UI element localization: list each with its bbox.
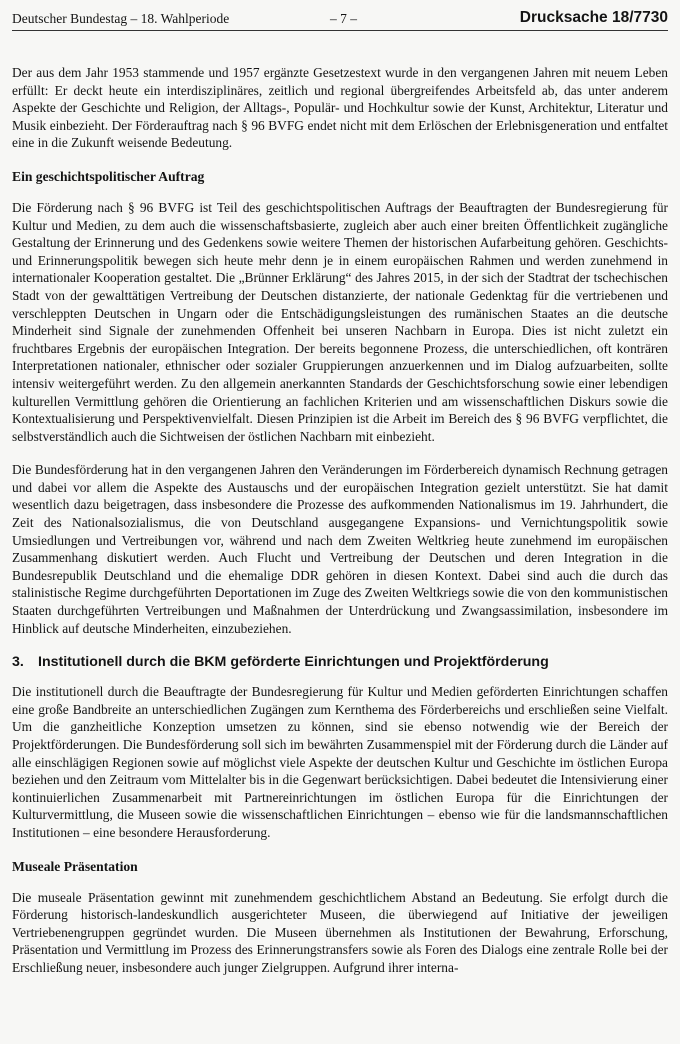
section-number: 3. <box>12 654 24 671</box>
section-3-heading <box>12 653 668 671</box>
section-title: Institutionell durch die BKM geförderte Einrichtungen und Projektförderung <box>38 654 549 671</box>
paragraph-intro: Der aus dem Jahr 1953 stammende und 1957 ergänzte Gesetzestext wurde in den vergangenen Jahren mit neuem Leben erfüllt: Er deckt heute ein interdisziplinäres, zeitlich und regional übergreifendes Arbeitsfeld ab, das unter anderem Aspekte der Geschichte und Religion, der Alltags-, Populär- und Hochkultur sowie der Kunst, Architektur, Literatur und Musik einbezieht. Der Förderauftrag nach § 96 BVFG endet nicht mit dem Erlöschen der Erlebnisgeneration und entfaltet eine in die Zukunft weisende Bedeutung. <box>12 65 668 151</box>
header-parliament: Deutscher Bundestag – 18. Wahlperiode <box>12 11 230 26</box>
paragraph-foerderung: Die Förderung nach § 96 BVFG ist Teil des geschichtspolitischen Auftrags der Beauftragten der Bundesregierung für Kultur und Medien, zu dem auch die wissenschaftsbasierte, zugleich aber auch einer breiten Öffentlichkeit zugängliche Gestaltung der Erinnerung und des Gedenkens sowie weitere Themen der historischen Aufarbeitung gehören. Geschichts- und Erinnerungspolitik bewegen sich heute mehr denn je in einem europäischen Rahmen und werden zunehmend in internationaler Kooperation gestaltet. Die „Brünner Erklärung“ des Jahres 2015, in der sich der Stadtrat der tschechischen Stadt von der gewalttätigen Vertreibung der Deutschen distanzierte, der nationale Gedenktag für die vertriebenen und verschleppten Deutschen in Ungarn oder die Entschädigungsleistungen des rumänischen Staates an die deutsche Minderheit sind Signale der zunehmenden Offenheit bei unseren Nachbarn in Europa. Dies ist nicht zuletzt ein fruchtbares Ergebnis der europäischen Integration. Der bereits begonnene Prozess, die unterschiedlichen, oft konträren Interpretationen nationaler, ethnischer oder sozialer Gruppierungen anzuerkennen und im Dialog aufzuarbeiten, sollte intensiv weitergeführt werden. Zu den allgemein anerkannten Standards der Geschichtsforschung sowie einer lebendigen kulturellen Vermittlung gehören die Orientierung an fachlichen Kriterien und am wissenschaftlichen Diskurs sowie die Kontextualisierung und Perspektivenvielfalt. Diesen Prinzipien ist die Arbeit im Bereich des § 96 BVFG verpflichtet, die selbstverständlich auch die Sichtweisen der östlichen Nachbarn mit einbezieht. <box>12 199 668 444</box>
page-header <box>12 10 668 31</box>
paragraph-institutionell: Die institutionell durch die Beauftragte der Bundesregierung für Kultur und Medien geförderten Einrichtungen schaffen eine große Bandbreite an unterschiedlichen Zugängen zum Kernthema des Förderbereichs und erschließen seine Vielfalt. Um die ganzheitliche Konzeption umsetzen zu können, sind sie ebenso notwendig wie der Bereich der Projektförderungen. Die Bundesförderung soll sich im bewährten Zusammenspiel mit der Förderung durch die Länder auf alle einschlägigen Regionen sowie auf möglichst viele Aspekte der deutschen Kultur und Geschichte im östlichen Europa beziehen und den Zeitraum vom Mittelalter bis in die Gegenwart berücksichtigen. Dabei bedeutet die Intensivierung einer kontinuierlichen Zusammenarbeit mit Partnereinrichtungen im östlichen Europa für die Einrichtungen der Kulturvermittlung, die Museen sowie die wissenschaftlichen Einrichtungen – ebenso wie für die landsmannschaftlichen Institutionen – eine besondere Herausforderung. <box>12 684 668 840</box>
page-number: – 7 – <box>330 11 357 26</box>
paragraph-bundesfoerderung: Die Bundesförderung hat in den vergangenen Jahren den Veränderungen im Förderbereich dynamisch Rechnung getragen und dabei vor allem die Aspekte des Austauschs und der europäischen Integration gezielt unterstützt. Sie hat damit wesentlich dazu beigetragen, dass insbesondere die Prozesse des aufkommenden Nationalismus im 19. Jahrhundert, die Zeit des Nationalsozialismus, die von Deutschland ausgegangene Expansions- und Vernichtungspolitik sowie Umsiedlungen und Vertreibungen vor, während und nach dem Zweiten Weltkrieg heute zunehmend im europäischen Zusammenhang diskutiert werden. Auch Flucht und Vertreibung der Deutschen und deren Integration in die Bundesrepublik Deutschland und die ehemalige DDR gehören in diesen Kontext. Dabei sind auch die durch das stalinistische Regime durchgeführten Deportationen im Zuge des Zweiten Weltkriegs sowie die von den kommunistischen Staaten durchgeführten Vertreibungen und Maßnahmen der Unterdrückung und Zwangsassimilation, insbesondere im Hinblick auf deutsche Minderheiten, einzubeziehen. <box>12 462 668 636</box>
heading-geschichtspolitischer-auftrag: Ein geschichtspolitischer Auftrag <box>12 168 205 184</box>
document-body <box>12 64 668 993</box>
paragraph-museale: Die museale Präsentation gewinnt mit zunehmendem geschichtlichem Abstand an Bedeutung. Sie erfolgt durch die Förderung historisch-landeskundlich ausgerichteter Museen, die überwiegend auf Initiative der jeweiligen Vertriebenengruppen gegründet wurden. Die Museen übernehmen als Institutionen der Bewahrung, Erforschung, Präsentation und Vermittlung im Prozess des Erinnerungstransfers sowie als Foren des Dialogs eine zentrale Rolle bei der Erschließung neuer, insbesondere auch junger Zielgruppen. Aufgrund ihrer interna- <box>12 889 668 975</box>
document-number: Drucksache 18/7730 <box>519 9 668 26</box>
heading-museale-praesentation: Museale Präsentation <box>12 858 138 874</box>
